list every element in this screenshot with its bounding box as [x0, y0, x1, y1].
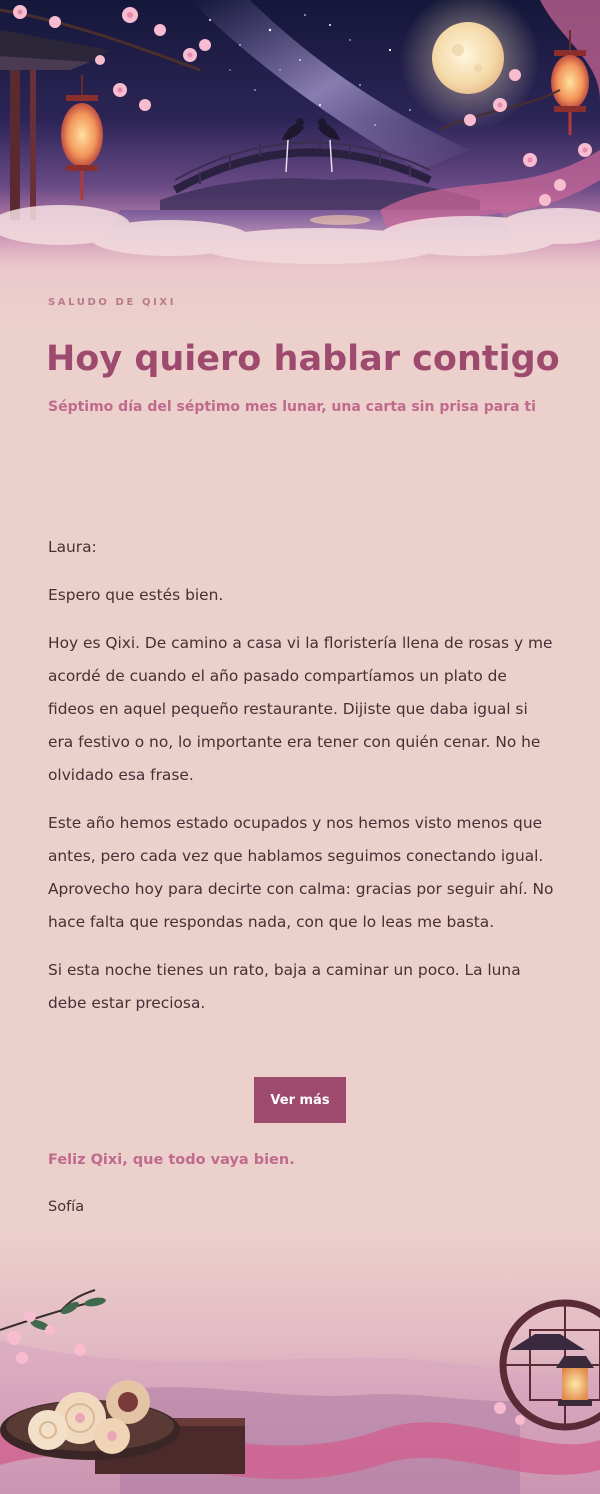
- closing-line: Feliz Qixi, que todo vaya bien.: [48, 1152, 295, 1168]
- letter-body: [48, 531, 554, 1035]
- hero-illustration: [0, 0, 600, 340]
- full-moon: [432, 22, 504, 94]
- page-title: Hoy quiero hablar contigo: [46, 339, 560, 379]
- letter-paragraph: Este año hemos estado ocupados y nos hemos visto menos que antes, pero cada vez que hablamos seguimos conectando igual. Aprovecho hoy para decirte con calma: gracias por seguir ahí. No hace falta que respondas nada, con que lo leas me basta.: [48, 814, 554, 931]
- footer-illustration: [0, 1230, 600, 1494]
- letter-paragraph: Si esta noche tienes un rato, baja a caminar un poco. La luna debe estar preciosa.: [48, 961, 521, 1012]
- eyebrow-label: SALUDO DE QIXI: [48, 297, 177, 308]
- see-more-button[interactable]: Ver más: [254, 1077, 346, 1123]
- mooncake: [106, 1380, 150, 1424]
- signature: Sofía: [48, 1199, 85, 1215]
- mooncake: [94, 1418, 130, 1454]
- mooncake: [28, 1410, 68, 1450]
- letter-paragraph: Hoy es Qixi. De camino a casa vi la floristería llena de rosas y me acordé de cuando el año pasado compartíamos un plato de fideos en aquel pequeño restaurante. Dijiste que daba igual si era festivo o no, lo importante era tener con quién cenar. No he olvidado esa frase.: [48, 634, 553, 784]
- subtitle: Séptimo día del séptimo mes lunar, una carta sin prisa para ti: [48, 399, 536, 415]
- letter-greeting: Laura:: [48, 538, 97, 556]
- letter-paragraph: Espero que estés bien.: [48, 586, 224, 604]
